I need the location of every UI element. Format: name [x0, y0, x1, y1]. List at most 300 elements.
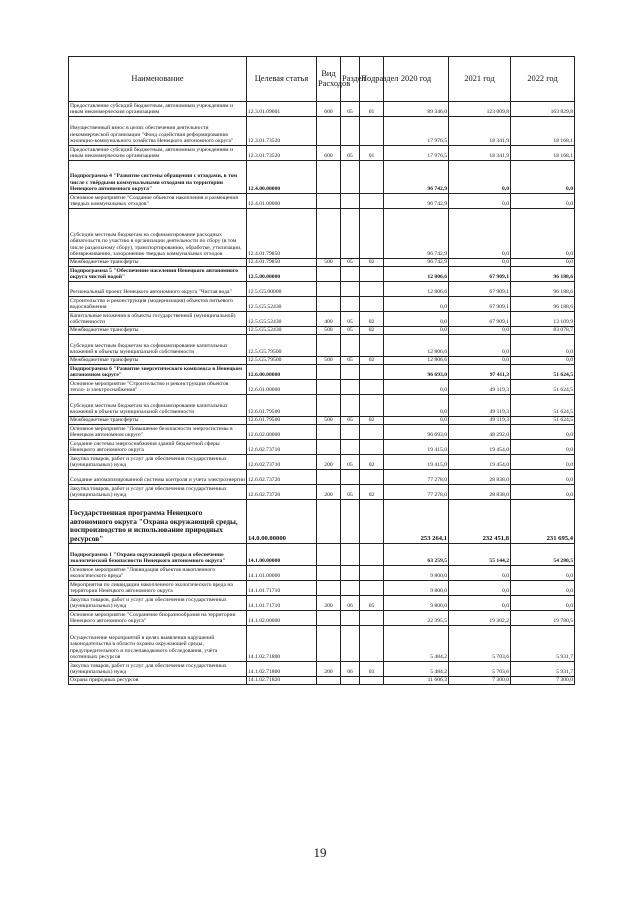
table-row	[69, 611, 575, 626]
cell-article: 12.6.02.73710	[247, 440, 317, 455]
table-row	[69, 380, 575, 395]
cell-article: 14.1.01.71710	[247, 596, 317, 611]
cell-article: 12.3.01.73520	[247, 117, 317, 146]
table-row	[69, 327, 575, 335]
cell-subsection: 02	[360, 259, 384, 267]
table-row	[69, 209, 575, 259]
cell-2021: 0,0	[449, 357, 511, 365]
cell-2020: 96 693,0	[384, 365, 449, 380]
table-row	[69, 267, 575, 282]
cell-name: Закупка товаров, работ и услуг для обеспечения государственных (муниципальных) нужд	[69, 485, 247, 500]
cell-name: Межбюджетные трансферты	[69, 259, 247, 267]
cell-name: Основное мероприятие "Сохранение биоразнообразия на территории Ненецкого автономного округа"	[69, 611, 247, 626]
table-row	[69, 335, 575, 357]
cell-subsection	[360, 282, 384, 297]
table-row	[69, 395, 575, 417]
cell-article: 14.1.02.00000	[247, 611, 317, 626]
header-subsection: Подраздел	[360, 57, 384, 102]
cell-article: 12.6.02.73720	[247, 470, 317, 485]
cell-subsection	[360, 581, 384, 596]
cell-type	[317, 395, 341, 417]
cell-2021: 67 909,1	[449, 312, 511, 327]
cell-subsection: 02	[360, 327, 384, 335]
cell-2021: 97 411,3	[449, 365, 511, 380]
cell-name: Подпрограмма 4 "Развитие системы обращения с отходами, в том числе с твёрдыми коммунальными отходами на территории Ненецкого автономного округа"	[69, 161, 247, 194]
cell-type	[317, 425, 341, 440]
cell-2021: 48 292,0	[449, 425, 511, 440]
cell-2021: 55 144,2	[449, 544, 511, 566]
cell-2021: 19 302,2	[449, 611, 511, 626]
cell-2020: 19 415,0	[384, 440, 449, 455]
cell-2021: 0,0	[449, 581, 511, 596]
cell-2021: 0,0	[449, 194, 511, 209]
cell-subsection: 03	[360, 662, 384, 677]
cell-type	[317, 194, 341, 209]
cell-type	[317, 566, 341, 581]
cell-2021: 123 009,8	[449, 102, 511, 117]
cell-type: 400	[317, 312, 341, 327]
cell-2022: 0,0	[511, 596, 575, 611]
cell-article: 14.0.00.00000	[247, 500, 317, 544]
cell-2020: 17 976,5	[384, 146, 449, 161]
cell-type	[317, 544, 341, 566]
cell-name: Региональный проект Ненецкого автономного округа "Чистая вода"	[69, 282, 247, 297]
cell-type: 200	[317, 596, 341, 611]
cell-article: 12.4.01.00000	[247, 194, 317, 209]
table-row	[69, 102, 575, 117]
table-row	[69, 146, 575, 161]
cell-2022: 13 109,9	[511, 312, 575, 327]
cell-2021: 0,0	[449, 209, 511, 259]
cell-2020: 77 278,0	[384, 485, 449, 500]
cell-2021: 18 341,9	[449, 117, 511, 146]
cell-2020: 5 484,2	[384, 662, 449, 677]
table-row	[69, 470, 575, 485]
cell-article: 12.6.02.73710	[247, 455, 317, 470]
cell-section	[341, 395, 360, 417]
cell-2022: 0,0	[511, 259, 575, 267]
cell-subsection	[360, 544, 384, 566]
cell-section	[341, 335, 360, 357]
cell-subsection: 05	[360, 596, 384, 611]
cell-section: 05	[341, 485, 360, 500]
cell-section	[341, 267, 360, 282]
cell-type	[317, 500, 341, 544]
cell-2022: 18 168,1	[511, 117, 575, 146]
cell-2020: 0,0	[384, 380, 449, 395]
cell-article: 12.6.02.73720	[247, 485, 317, 500]
page-number: 19	[313, 845, 327, 860]
cell-subsection	[360, 626, 384, 662]
table-row	[69, 312, 575, 327]
table-row	[69, 485, 575, 500]
cell-2020: 0,0	[384, 327, 449, 335]
cell-type: 200	[317, 662, 341, 677]
cell-2021: 5 703,6	[449, 626, 511, 662]
cell-2022: 96 188,6	[511, 282, 575, 297]
cell-2022: 0,0	[511, 194, 575, 209]
cell-type	[317, 470, 341, 485]
cell-name: Субсидии местным бюджетам на софинансирование капитальных вложений в объекты муниципальной собственности	[69, 335, 247, 357]
cell-article: 12.5.G5.52430	[247, 327, 317, 335]
table-row	[69, 365, 575, 380]
cell-2021: 7 300,0	[449, 677, 511, 685]
cell-name: Субсидии местным бюджетам на софинансирование капитальных вложений в объекты муниципальной собственности	[69, 395, 247, 417]
table-row	[69, 455, 575, 470]
cell-2022: 0,0	[511, 581, 575, 596]
cell-section	[341, 440, 360, 455]
cell-2021: 0,0	[449, 596, 511, 611]
cell-article: 12.4.01.79850	[247, 259, 317, 267]
header-2022: 2022 год	[511, 57, 575, 102]
cell-type	[317, 282, 341, 297]
cell-2020: 0,0	[384, 417, 449, 425]
cell-name: Основное мероприятие "Создание объектов накопления и размещения твердых коммунальных отходов"	[69, 194, 247, 209]
cell-2020: 96 742,9	[384, 194, 449, 209]
cell-subsection	[360, 677, 384, 685]
cell-article: 12.5.G5.79500	[247, 357, 317, 365]
table-row	[69, 581, 575, 596]
cell-section	[341, 626, 360, 662]
cell-section: 05	[341, 146, 360, 161]
cell-2020: 12 806,6	[384, 335, 449, 357]
cell-2020: 12 806,6	[384, 357, 449, 365]
cell-2022: 0,0	[511, 485, 575, 500]
cell-type	[317, 581, 341, 596]
cell-type	[317, 365, 341, 380]
budget-table-sheet	[68, 56, 574, 685]
cell-2022: 5 931,7	[511, 626, 575, 662]
cell-2022: 0,0	[511, 455, 575, 470]
cell-article: 14.1.02.71800	[247, 626, 317, 662]
cell-type	[317, 626, 341, 662]
cell-section	[341, 677, 360, 685]
table-row	[69, 677, 575, 685]
cell-subsection: 02	[360, 485, 384, 500]
cell-article: 12.6.01.00000	[247, 380, 317, 395]
cell-2020: 12 806,6	[384, 282, 449, 297]
table-row	[69, 626, 575, 662]
cell-article: 14.1.00.00000	[247, 544, 317, 566]
cell-article: 14.1.01.71710	[247, 581, 317, 596]
cell-article: 12.5.G5.00000	[247, 282, 317, 297]
cell-name: Межбюджетные трансферты	[69, 417, 247, 425]
cell-section	[341, 566, 360, 581]
cell-name: Основное мероприятие "Ликвидация объектов накопленного экологического вреда"	[69, 566, 247, 581]
cell-subsection	[360, 194, 384, 209]
cell-name: Закупка товаров, работ и услуг для обеспечения государственных (муниципальных) нужд	[69, 455, 247, 470]
cell-article: 12.5.G5.52430	[247, 312, 317, 327]
table-row	[69, 425, 575, 440]
cell-section: 06	[341, 662, 360, 677]
cell-article: 14.1.02.71820	[247, 677, 317, 685]
cell-type: 500	[317, 357, 341, 365]
cell-2022: 7 300,0	[511, 677, 575, 685]
cell-section	[341, 500, 360, 544]
cell-subsection	[360, 425, 384, 440]
cell-2020: 9 800,0	[384, 596, 449, 611]
cell-section	[341, 209, 360, 259]
cell-2020: 77 278,0	[384, 470, 449, 485]
cell-name: Предоставление субсидий бюджетным, автономным учреждениям и иным некоммерческим организациям	[69, 102, 247, 117]
cell-type	[317, 440, 341, 455]
cell-article: 14.1.01.00000	[247, 566, 317, 581]
cell-2021: 5 703,6	[449, 662, 511, 677]
cell-name: Осуществление мероприятий в целях выявления нарушений законодательства в области охраны окружающей среды, предупредительного и послепаводкового обследования, учёта охотничьих ресурсов	[69, 626, 247, 662]
header-2020: 2020 год	[384, 57, 449, 102]
cell-2021: 67 909,1	[449, 267, 511, 282]
cell-2020: 63 259,5	[384, 544, 449, 566]
cell-name: Подпрограмма 6 "Развитие энергетического комплекса в Ненецком автономном округе"	[69, 365, 247, 380]
cell-2020: 96 742,9	[384, 161, 449, 194]
cell-2021: 28 838,0	[449, 485, 511, 500]
cell-subsection	[360, 161, 384, 194]
cell-article: 12.3.01.73520	[247, 146, 317, 161]
cell-name: Государственная программа Ненецкого автономного округа "Охрана окружающей среды, воспроизводство и использование природных ресурсов"	[69, 500, 247, 544]
cell-2020: 253 264,1	[384, 500, 449, 544]
cell-section	[341, 282, 360, 297]
cell-type: 200	[317, 455, 341, 470]
cell-subsection: 02	[360, 417, 384, 425]
cell-2021: 232 451,8	[449, 500, 511, 544]
cell-2022: 0,0	[511, 470, 575, 485]
cell-section	[341, 380, 360, 395]
cell-name: Мероприятия по ликвидации накопленного экологического вреда на территории Ненецкого автономного округа	[69, 581, 247, 596]
table-row	[69, 259, 575, 267]
cell-2022: 51 624,5	[511, 395, 575, 417]
cell-2021: 0,0	[449, 566, 511, 581]
cell-subsection	[360, 395, 384, 417]
cell-section	[341, 425, 360, 440]
cell-type: 200	[317, 485, 341, 500]
cell-name: Межбюджетные трансферты	[69, 327, 247, 335]
cell-type	[317, 677, 341, 685]
cell-2022: 0,0	[511, 161, 575, 194]
cell-subsection	[360, 500, 384, 544]
cell-name: Создание автоматизированной системы контроля и учета электроэнергии	[69, 470, 247, 485]
table-row	[69, 544, 575, 566]
cell-subsection	[360, 365, 384, 380]
budget-table	[68, 56, 575, 685]
cell-2020: 5 484,2	[384, 626, 449, 662]
cell-article: 14.1.02.71800	[247, 662, 317, 677]
cell-subsection	[360, 267, 384, 282]
cell-2022: 18 168,1	[511, 146, 575, 161]
cell-2021: 0,0	[449, 335, 511, 357]
cell-name: Основное мероприятие "Повышение безопасности энергосистемы в Ненецком автономном округе"	[69, 425, 247, 440]
cell-type	[317, 161, 341, 194]
cell-name: Подпрограмма 1 "Охрана окружающей среды и обеспечение экологической безопасности Ненецкого автономного округа"	[69, 544, 247, 566]
cell-2022: 51 624,5	[511, 365, 575, 380]
cell-subsection: 01	[360, 102, 384, 117]
header-name: Наименование	[69, 57, 247, 102]
cell-2020: 0,0	[384, 297, 449, 312]
cell-section: 05	[341, 312, 360, 327]
header-type: Вид Расходов	[317, 57, 341, 102]
cell-subsection	[360, 566, 384, 581]
cell-2021: 18 341,9	[449, 146, 511, 161]
table-row	[69, 596, 575, 611]
cell-2021: 28 838,0	[449, 470, 511, 485]
cell-2020: 12 806,6	[384, 267, 449, 282]
cell-name: Межбюджетные трансферты	[69, 357, 247, 365]
cell-article: 12.6.01.79500	[247, 417, 317, 425]
cell-2021: 67 909,1	[449, 297, 511, 312]
cell-section	[341, 470, 360, 485]
cell-2021: 0,0	[449, 327, 511, 335]
header-section: Раздел	[341, 57, 360, 102]
cell-2020: 96 742,9	[384, 209, 449, 259]
cell-type	[317, 380, 341, 395]
cell-2022: 0,0	[511, 209, 575, 259]
cell-section	[341, 544, 360, 566]
cell-type	[317, 297, 341, 312]
cell-2021: 49 119,3	[449, 417, 511, 425]
table-row	[69, 417, 575, 425]
cell-section: 05	[341, 455, 360, 470]
cell-article: 12.6.01.79500	[247, 395, 317, 417]
cell-2020: 96 693,0	[384, 425, 449, 440]
cell-section	[341, 611, 360, 626]
table-header-row	[69, 57, 575, 102]
cell-2022: 96 188,6	[511, 267, 575, 282]
cell-2022: 96 188,6	[511, 297, 575, 312]
cell-2022: 0,0	[511, 425, 575, 440]
cell-subsection	[360, 611, 384, 626]
table-row	[69, 194, 575, 209]
cell-subsection	[360, 117, 384, 146]
header-2021: 2021 год	[449, 57, 511, 102]
cell-section: 05	[341, 102, 360, 117]
cell-2020: 9 800,0	[384, 566, 449, 581]
cell-type: 600	[317, 102, 341, 117]
cell-type	[317, 611, 341, 626]
cell-article: 12.3.01.09601	[247, 102, 317, 117]
cell-2022: 51 624,5	[511, 380, 575, 395]
cell-2021: 19 454,0	[449, 455, 511, 470]
cell-article: 12.4.01.79850	[247, 209, 317, 259]
cell-2022: 83 078,7	[511, 327, 575, 335]
cell-subsection: 02	[360, 455, 384, 470]
cell-2021: 49 119,3	[449, 380, 511, 395]
cell-2020: 0,0	[384, 312, 449, 327]
table-body	[69, 102, 575, 685]
cell-2021: 67 909,1	[449, 282, 511, 297]
table-row	[69, 662, 575, 677]
cell-subsection: 01	[360, 146, 384, 161]
cell-section	[341, 297, 360, 312]
cell-2022: 231 695,4	[511, 500, 575, 544]
cell-2020: 0,0	[384, 395, 449, 417]
table-row	[69, 161, 575, 194]
cell-2022: 0,0	[511, 440, 575, 455]
cell-type: 600	[317, 146, 341, 161]
cell-2020: 19 415,0	[384, 455, 449, 470]
cell-name: Капитальные вложения в объекты государственной (муниципальной) собственности	[69, 312, 247, 327]
cell-section	[341, 365, 360, 380]
cell-subsection	[360, 297, 384, 312]
cell-type: 500	[317, 417, 341, 425]
cell-name: Имущественный взнос в целях обеспечения деятельности некоммерческой организации "Фонд содействия реформированию жилищно-коммунального хозяйства Ненецкого автономного округа"	[69, 117, 247, 146]
cell-section	[341, 161, 360, 194]
cell-2021: 19 454,0	[449, 440, 511, 455]
cell-name: Субсидии местным бюджетам на софинансирование расходных обязательств по участию в организации деятельности по сбору (в том числе раздельному сбору), транспортированию, обработке, утилизации, обезвреживанию, захоронению твердых коммунальных отходов	[69, 209, 247, 259]
cell-article: 12.6.02.00000	[247, 425, 317, 440]
cell-2022: 0,0	[511, 566, 575, 581]
cell-section: 05	[341, 357, 360, 365]
cell-section	[341, 194, 360, 209]
cell-2022: 0,0	[511, 357, 575, 365]
cell-article: 12.5.G5.52430	[247, 297, 317, 312]
cell-type	[317, 209, 341, 259]
table-row	[69, 117, 575, 146]
cell-article: 12.6.00.00000	[247, 365, 317, 380]
cell-article: 12.5.00.00000	[247, 267, 317, 282]
cell-section	[341, 117, 360, 146]
cell-2020: 9 800,0	[384, 581, 449, 596]
cell-section: 05	[341, 327, 360, 335]
cell-type	[317, 117, 341, 146]
cell-2021: 49 119,3	[449, 395, 511, 417]
cell-2021: 0,0	[449, 161, 511, 194]
cell-2022: 0,0	[511, 335, 575, 357]
cell-name: Предоставление субсидий бюджетным, автономным учреждениям и иным некоммерческим организациям	[69, 146, 247, 161]
cell-type: 500	[317, 327, 341, 335]
table-row	[69, 566, 575, 581]
cell-name: Закупка товаров, работ и услуг для обеспечения государственных (муниципальных) нужд	[69, 596, 247, 611]
header-article: Целевая статья	[247, 57, 317, 102]
cell-subsection	[360, 335, 384, 357]
table-row	[69, 357, 575, 365]
cell-2022: 54 280,5	[511, 544, 575, 566]
cell-subsection	[360, 440, 384, 455]
table-row	[69, 282, 575, 297]
cell-type: 500	[317, 259, 341, 267]
cell-name: Закупка товаров, работ и услуг для обеспечения государственных (муниципальных) нужд	[69, 662, 247, 677]
cell-section: 05	[341, 417, 360, 425]
cell-subsection	[360, 209, 384, 259]
cell-2020: 96 742,9	[384, 259, 449, 267]
table-row	[69, 440, 575, 455]
cell-article: 12.4.00.00000	[247, 161, 317, 194]
cell-name: Охрана природных ресурсов	[69, 677, 247, 685]
table-row	[69, 297, 575, 312]
cell-2022: 51 624,5	[511, 417, 575, 425]
cell-2022: 163 829,8	[511, 102, 575, 117]
cell-2022: 19 780,5	[511, 611, 575, 626]
cell-2020: 89 346,0	[384, 102, 449, 117]
cell-type	[317, 267, 341, 282]
cell-2020: 22 395,5	[384, 611, 449, 626]
cell-article: 12.5.G5.79500	[247, 335, 317, 357]
cell-section: 06	[341, 596, 360, 611]
cell-subsection: 02	[360, 312, 384, 327]
cell-name: Основное мероприятие "Строительство и реконструкция объектов тепло- и электроснабжения"	[69, 380, 247, 395]
cell-section	[341, 581, 360, 596]
cell-2022: 5 931,7	[511, 662, 575, 677]
cell-2021: 0,0	[449, 259, 511, 267]
cell-subsection	[360, 470, 384, 485]
cell-name: Строительство и реконструкция (модернизация) объектов питьевого водоснабжения	[69, 297, 247, 312]
cell-name: Создание системы энергоснабжения зданий бюджетной сферы Ненецкого автономного округа	[69, 440, 247, 455]
table-row	[69, 500, 575, 544]
cell-section: 05	[341, 259, 360, 267]
cell-2020: 17 976,5	[384, 117, 449, 146]
cell-name: Подпрограмма 5 "Обеспечение населения Ненецкого автономного округа чистой водой"	[69, 267, 247, 282]
cell-subsection: 02	[360, 357, 384, 365]
cell-type	[317, 335, 341, 357]
cell-subsection	[360, 380, 384, 395]
